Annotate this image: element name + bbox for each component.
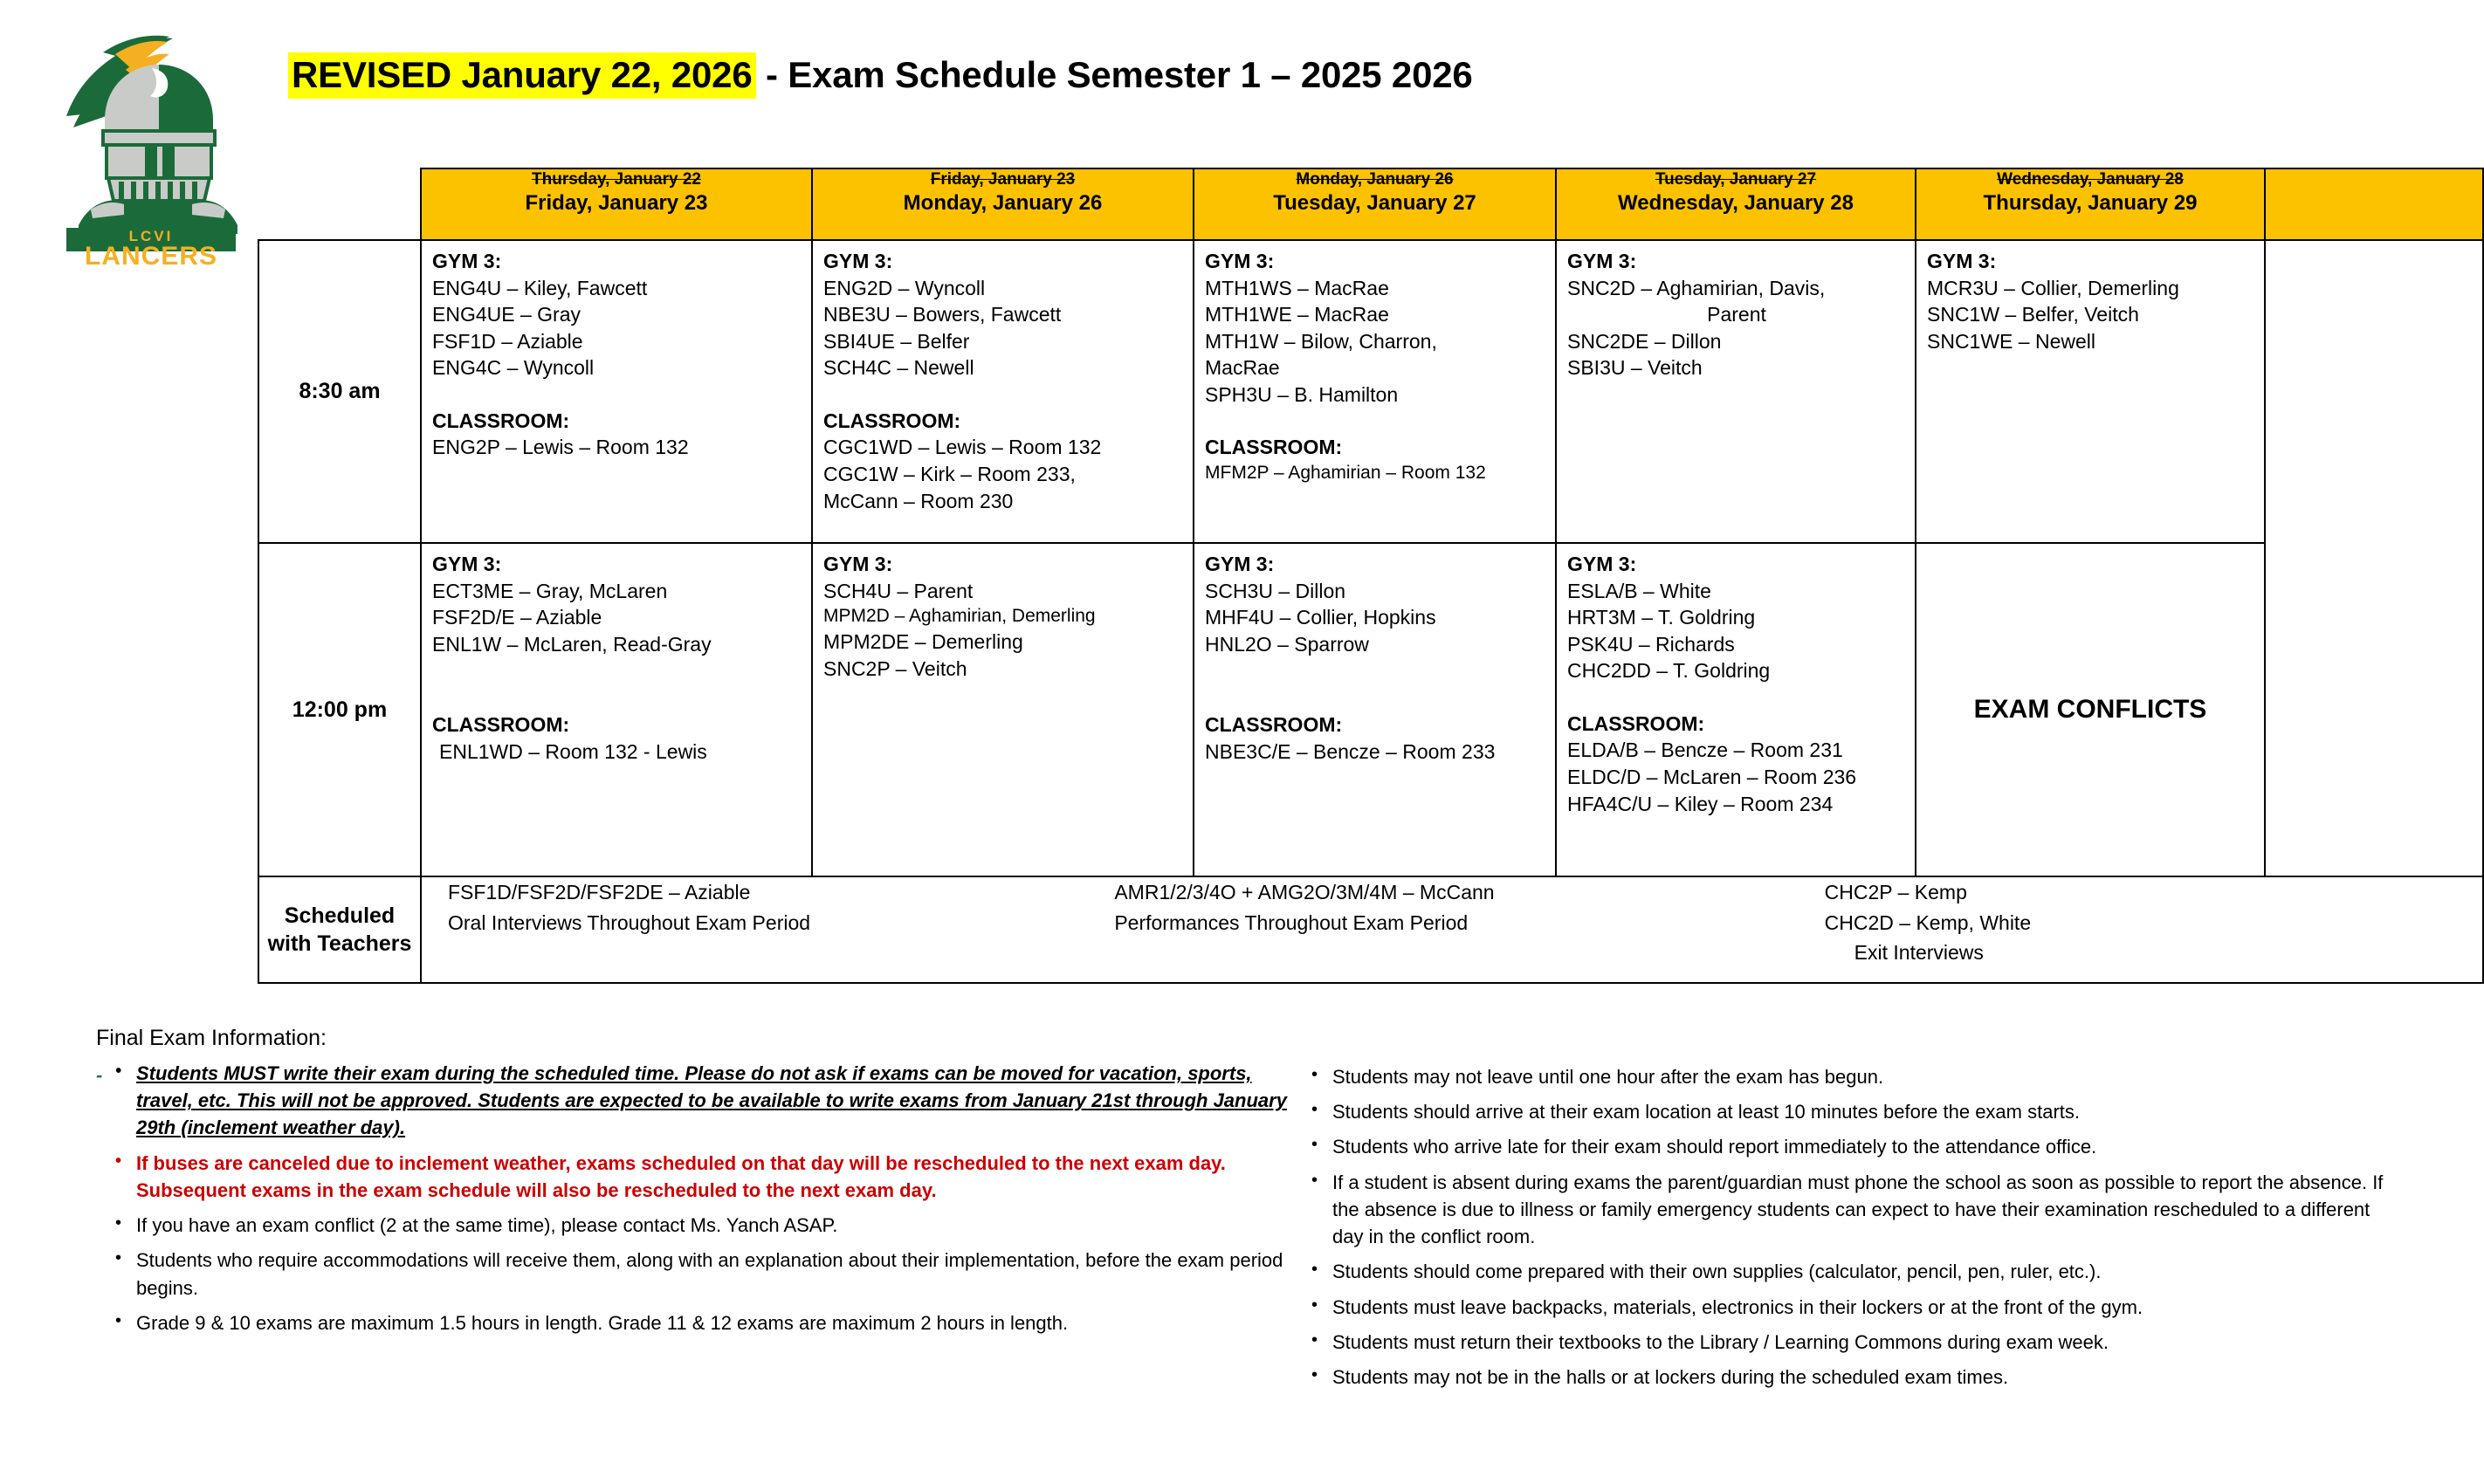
info-bullet-text: Students should arrive at their exam location at least 10 minutes before the exam starts. [1332,1101,2081,1123]
info-bullet-text: Students who require accommodations will receive them, along with an explanation about their implementation, before the exam period begins. [136,1249,1283,1299]
exam-line: SNC1W – Belfer, Veitch [1927,303,2139,326]
info-bullet [1292,1258,2401,1285]
swt-label-line1: Scheduled [284,903,396,928]
exam-line: MPM2DE – Demerling [823,630,1023,654]
exam-line: ESLA/B – White [1567,579,1711,602]
time-label-1200pm: 12:00 pm [258,543,421,876]
exam-line: ECT3ME – Gray, McLaren [432,579,668,602]
gym-label: GYM 3: [432,553,502,575]
swt-line: CHC2P – Kemp [1824,881,1967,903]
exam-cell-r0c4 [1916,240,2265,543]
info-right-column [1292,1060,2401,1398]
table-row-1200pm [258,543,2483,876]
header-old-date: Friday, January 23 [930,170,1076,189]
table-row-830am [258,240,2483,543]
info-bullet-text: Students may not leave until one hour after the exam has begun. [1332,1066,1884,1088]
exam-cell-r1c0 [421,543,812,876]
classroom-line: CGC1W – Kirk – Room 233, [823,463,1076,486]
header-new-date: Friday, January 23 [525,190,708,215]
exam-cell-r0c3 [1556,240,1916,543]
lcvi-lancers-logo [51,16,251,271]
exam-line: Parent [1707,303,1766,326]
header-col-1 [812,168,1194,240]
page-title [288,54,1473,96]
exam-cell-r1c2 [1194,543,1556,876]
exam-cell-r1c3 [1556,543,1916,876]
exam-cell-r0c0 [421,240,812,543]
info-bullet-text: Students should come prepared with their own supplies (calculator, pencil, pen, ruler, etc.). [1332,1261,2102,1283]
exam-line: ENG4UE – Gray [432,303,581,326]
info-bullet-text: If a student is absent during exams the parent/guardian must phone the school as soon as possible to report the absence. If the absence is due to illness or family emergency students can expect to have their examination rescheduled to a different day in the conflict room. [1332,1171,2384,1248]
info-bullet [1292,1133,2401,1160]
classroom-line: ENL1WD – Room 132 - Lewis [439,739,707,763]
exam-line: SCH3U – Dillon [1205,579,1346,602]
swt-label-line2: with Teachers [267,931,412,956]
info-heading: Final Exam Information: [96,1026,327,1050]
exam-line: MTH1WS – MacRae [1205,276,1389,299]
classroom-line: CGC1WD – Lewis – Room 132 [823,436,1102,459]
exam-line: SCH4C – Newell [823,356,974,380]
title-main-text: - Exam Schedule Semester 1 – 2025 2026 [755,54,1473,95]
classroom-line: ELDC/D – McLaren – Room 236 [1567,766,1857,789]
scheduled-with-teachers-content [421,876,2483,983]
exam-line: SCH4U – Parent [823,579,974,602]
gym-label: GYM 3: [823,250,893,272]
exam-cell-r1c1 [812,543,1194,876]
swt-column-1 [422,877,1105,968]
exam-line: ENG4U – Kiley, Fawcett [432,276,648,299]
exam-line: SPH3U – B. Hamilton [1205,382,1399,406]
exam-line: SNC2DE – Dillon [1567,329,1722,353]
header-new-date: Thursday, January 29 [1983,190,2198,215]
header-col-2 [1194,168,1556,240]
classroom-line: MFM2P – Aghamirian – Room 132 [1205,463,1486,484]
exam-line: MTH1W – Bilow, Charron, [1205,329,1437,353]
info-bullet [1292,1329,2401,1356]
classroom-line: HFA4C/U – Kiley – Room 234 [1567,792,1834,815]
classroom-line: ENG2P – Lewis – Room 132 [432,436,689,459]
exam-line: SNC2D – Aghamirian, Davis, [1567,276,1826,299]
info-bullet-text: If you have an exam conflict (2 at the same time), please contact Ms. Yanch ASAP. [136,1214,838,1237]
info-bullet [1292,1364,2401,1391]
info-bullet [1292,1098,2401,1125]
info-bullet-emphasis [96,1060,1292,1142]
info-bullet-red [96,1150,1292,1204]
header-col-5-blank [2265,168,2483,240]
classroom-label: CLASSROOM: [432,713,570,737]
swt-line: Exit Interviews [1854,941,1984,964]
exam-line: ENG2D – Wyncoll [823,276,986,299]
time-label-830am: 8:30 am [258,240,421,543]
exam-line: MacRae [1205,356,1280,380]
title-revised-badge: REVISED January 22, 2026 [288,52,756,99]
gym-label: GYM 3: [1927,250,1997,272]
header-old-date: Thursday, January 22 [532,170,701,189]
gym-label: GYM 3: [1567,250,1637,272]
info-left-bullets [96,1060,1292,1336]
info-bullet [1292,1063,2401,1090]
classroom-line: McCann – Room 230 [823,489,1014,512]
exam-line: HRT3M – T. Goldring [1567,606,1756,629]
header-corner-cell [258,168,421,240]
header-col-4 [1916,168,2265,240]
header-new-date: Wednesday, January 28 [1618,190,1854,215]
classroom-label: CLASSROOM: [1205,436,1343,459]
info-bullet-text: Students must return their textbooks to the Library / Learning Commons during exam week. [1332,1330,2109,1353]
info-bullet-text: Students must leave backpacks, materials, electronics in their lockers or at the front of the gym. [1332,1295,2143,1318]
gym-label: GYM 3: [823,553,893,575]
logo-text-lcvi: LCVI [128,228,174,244]
info-bullet [1292,1169,2401,1251]
header-col-0 [421,168,812,240]
info-right-bullets [1292,1063,2401,1391]
swt-column-3 [1772,877,2482,968]
final-exam-information [96,1026,2401,1398]
exam-line: FSF1D – Aziable [432,329,583,353]
gym-label: GYM 3: [1205,553,1275,575]
scheduled-with-teachers-label [258,876,421,983]
header-old-date: Wednesday, January 28 [1997,170,2184,189]
header-col-3 [1556,168,1916,240]
info-bullet-text: Students who arrive late for their exam should report immediately to the attendance office. [1332,1136,2097,1158]
classroom-label: CLASSROOM: [432,409,570,432]
swt-line: FSF1D/FSF2D/FSF2DE – Aziable [448,881,751,903]
info-bullet-text: Students may not be in the halls or at lockers during the scheduled exam times. [1332,1366,2009,1389]
classroom-line: NBE3C/E – Bencze – Room 233 [1205,739,1496,763]
classroom-label: CLASSROOM: [823,409,961,432]
info-bullet-text: Grade 9 & 10 exams are maximum 1.5 hours in length. Grade 11 & 12 exams are maximum 2 hours in length. [136,1311,1069,1334]
exam-line: NBE3U – Bowers, Fawcett [823,303,1062,326]
info-bullet [1292,1294,2401,1321]
exam-line: ENG4C – Wyncoll [432,356,595,380]
swt-line: Performances Throughout Exam Period [1114,910,1469,934]
exam-line: SBI4UE – Belfer [823,329,970,353]
info-bullet [96,1309,1292,1336]
scheduled-with-teachers-row [258,876,2483,983]
classroom-label: CLASSROOM: [1567,711,1705,735]
gym-label: GYM 3: [432,250,502,272]
exam-line: MHF4U – Collier, Hopkins [1205,606,1436,629]
info-bullet-text: Students MUST write their exam during the scheduled time. Please do not ask if exams can be moved for vacation, sports, travel, etc. This will not be approved. Students are expected to be available to write exams from January 21st through January 29th (inclement weather day). [136,1062,1287,1139]
exam-line: SNC1WE – Newell [1927,329,2095,353]
logo-text-lancers: LANCERS [84,242,218,271]
swt-line: AMR1/2/3/4O + AMG2O/3M/4M – McCann [1114,881,1495,903]
swt-line: Oral Interviews Throughout Exam Period [448,910,811,934]
exam-line: ENL1W – McLaren, Read-Gray [432,632,712,656]
exam-line: CHC2DD – T. Goldring [1567,659,1771,683]
exam-line: PSK4U – Richards [1567,632,1735,656]
table-header-row [258,168,2483,240]
exam-schedule-table [258,168,2484,984]
gym-label: GYM 3: [1567,553,1637,575]
swt-line: CHC2D – Kemp, White [1824,910,2032,934]
header-old-date: Tuesday, January 27 [1655,170,1817,189]
exam-cell-r0c2 [1194,240,1556,543]
info-bullet [96,1212,1292,1239]
gym-label: GYM 3: [1205,250,1275,272]
classroom-line: ELDA/B – Bencze – Room 231 [1567,739,1843,762]
header-new-date: Monday, January 26 [903,190,1103,215]
exam-cell-r0c1 [812,240,1194,543]
exam-line: SBI3U – Veitch [1567,356,1703,380]
exam-line: MCR3U – Collier, Demerling [1927,276,2179,299]
exam-conflicts-cell: EXAM CONFLICTS [1916,543,2265,876]
classroom-label: CLASSROOM: [1205,713,1343,737]
exam-line: SNC2P – Veitch [823,656,967,680]
swt-column-2 [1105,877,1772,968]
header-new-date: Tuesday, January 27 [1273,190,1476,215]
exam-line: MPM2D – Aghamirian, Demerling [823,606,1096,627]
change-marker-icon: • - [96,1064,103,1086]
empty-right-column [2265,240,2483,876]
exam-line: HNL2O – Sparrow [1205,632,1369,656]
info-bullet [96,1247,1292,1301]
info-left-column [96,1060,1292,1398]
info-bullet-text: If buses are canceled due to inclement weather, exams scheduled on that day will be rescheduled to the next exam day. Subsequent exams in the exam schedule will also be rescheduled to the next exam day. [136,1151,1226,1201]
exam-line: MTH1WE – MacRae [1205,303,1389,326]
header-old-date: Monday, January 26 [1296,170,1454,189]
exam-line: FSF2D/E – Aziable [432,606,602,629]
